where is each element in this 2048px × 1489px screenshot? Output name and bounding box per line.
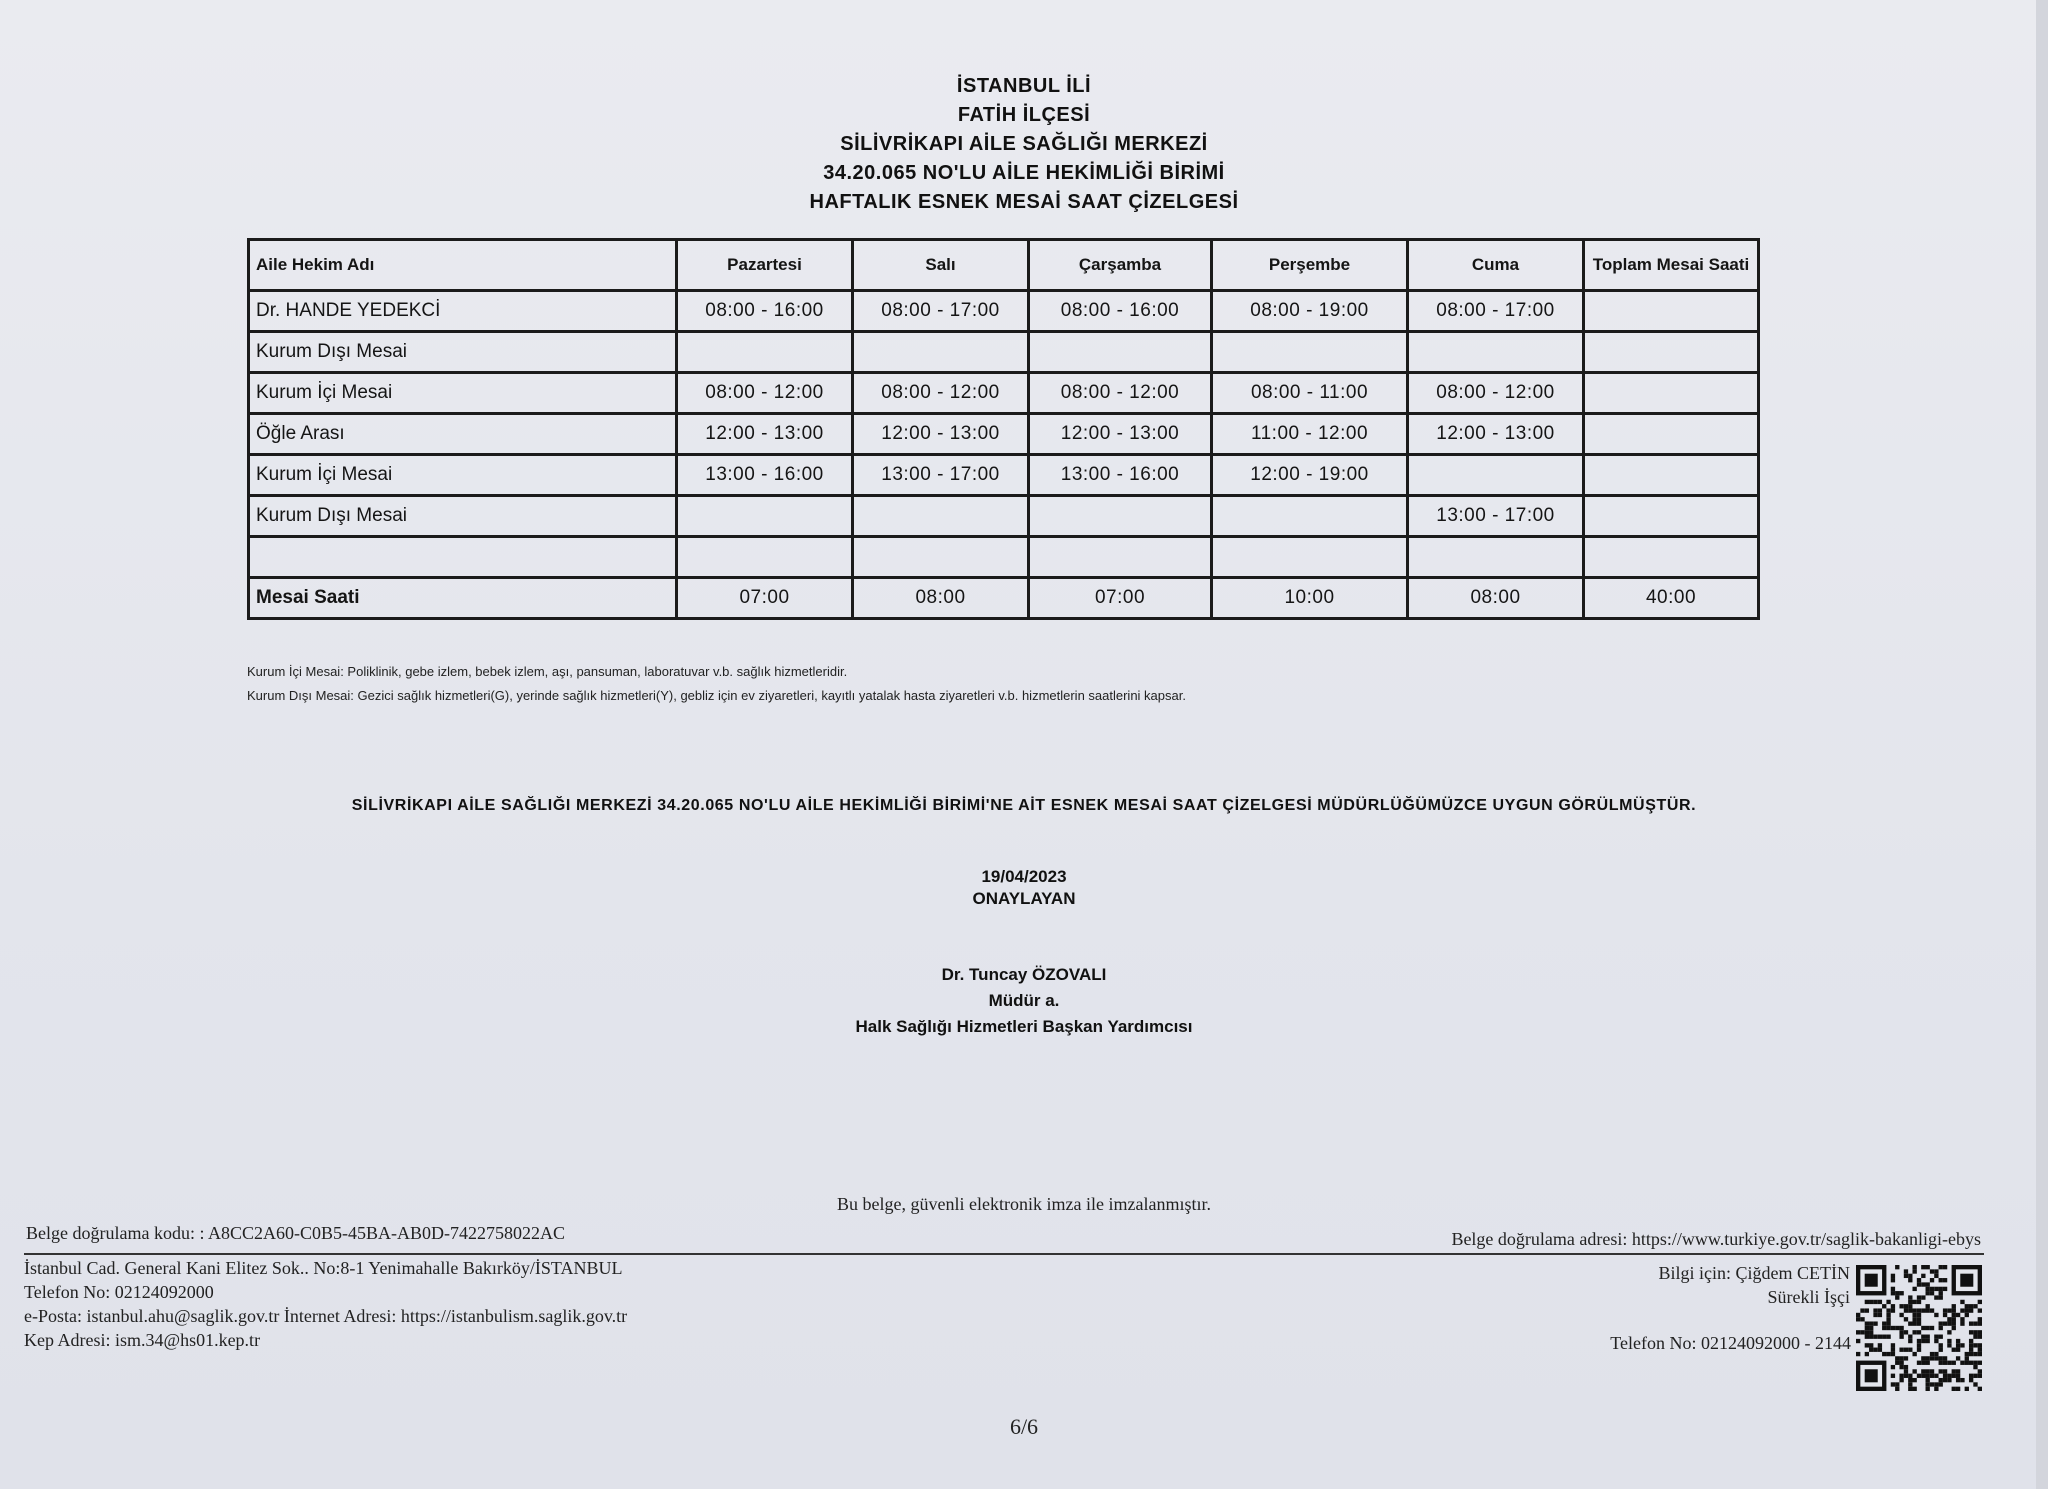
verification-code: Belge doğrulama kodu: : A8CC2A60-C0B5-45BA-AB0D-7422758022AC [26, 1223, 565, 1243]
qr-code-icon [1856, 1265, 1982, 1391]
page-edge [2036, 0, 2048, 1489]
approval-statement: SİLİVRİKAPI AİLE SAĞLIĞI MERKEZİ 34.20.065 NO'LU AİLE HEKİMLİĞİ BİRİMİ'NE AİT ESNEK MESAİ SAAT ÇİZELGESİ MÜDÜRLÜĞÜMÜZCE UYGUN GÖRÜLMÜŞTÜR. [351, 797, 1697, 814]
time-cell: 12:00 - 13:00 [1029, 414, 1212, 455]
table-row [249, 537, 1759, 578]
header-line: 34.20.065 NO'LU AİLE HEKİMLİĞİ BİRİMİ [823, 162, 1225, 184]
time-cell [1584, 332, 1759, 373]
time-cell [1584, 291, 1759, 332]
time-cell: 08:00 - 12:00 [1408, 373, 1584, 414]
time-cell [1408, 537, 1584, 578]
address-line: e-Posta: istanbul.ahu@saglik.gov.tr İnternet Adresi: https://istanbulism.saglik.gov.tr [24, 1306, 628, 1326]
column-header-text: Toplam Mesai Saati [1592, 255, 1750, 274]
time-cell [1212, 496, 1408, 537]
row-label: Kurum İçi Mesai [249, 455, 677, 496]
row-label: Dr. HANDE YEDEKCİ [249, 291, 677, 332]
footer-address [24, 1256, 627, 1352]
approval-date: 19/04/2023 [981, 867, 1067, 886]
row-label: Kurum İçi Mesai [249, 373, 677, 414]
footer-divider [24, 1253, 1984, 1255]
time-cell [1584, 414, 1759, 455]
note-line: Kurum İçi Mesai: Poliklinik, gebe izlem, bebek izlem, aşı, pansuman, laboratuvar v.b. sağlık hizmetleridir. [247, 664, 848, 679]
column-header: Pazartesi [677, 240, 853, 291]
time-cell [1408, 455, 1584, 496]
note-line: Kurum Dışı Mesai: Gezici sağlık hizmetleri(G), yerinde sağlık hizmetleri(Y), gebliz için ev ziyaretleri, kayıtlı yatalak hasta ziyaretleri v.b. hizmetlerin saatlerini kapsar. [247, 688, 1186, 703]
time-cell: 12:00 - 19:00 [1212, 455, 1408, 496]
total-cell: 10:00 [1212, 578, 1408, 619]
table-header-row [249, 240, 1759, 291]
column-header: Aile Hekim Adı [249, 240, 677, 291]
time-cell: 13:00 - 16:00 [1029, 455, 1212, 496]
row-label [249, 537, 677, 578]
time-cell [1029, 496, 1212, 537]
contact-line: Sürekli İşçi [1767, 1287, 1850, 1307]
contact-phone: Telefon No: 02124092000 - 2144 [1610, 1333, 1851, 1353]
time-cell [1212, 537, 1408, 578]
column-header: Çarşamba [1029, 240, 1212, 291]
total-cell: 08:00 [1408, 578, 1584, 619]
column-header: Cuma [1408, 240, 1584, 291]
time-cell: 13:00 - 16:00 [677, 455, 853, 496]
approval-label: ONAYLAYAN [972, 889, 1076, 908]
time-cell: 08:00 - 16:00 [677, 291, 853, 332]
time-cell [677, 332, 853, 373]
time-cell: 13:00 - 17:00 [853, 455, 1029, 496]
total-cell: 07:00 [1029, 578, 1212, 619]
time-cell [1584, 496, 1759, 537]
table-notes [247, 660, 1186, 708]
total-row [249, 578, 1759, 619]
time-cell [1029, 537, 1212, 578]
time-cell [853, 496, 1029, 537]
time-cell [677, 537, 853, 578]
table-row [249, 455, 1759, 496]
header-line: İSTANBUL İLİ [956, 75, 1092, 97]
approval-block [0, 866, 2048, 910]
table-row [249, 496, 1759, 537]
time-cell [1408, 332, 1584, 373]
table-row [249, 291, 1759, 332]
total-cell: 07:00 [677, 578, 853, 619]
time-cell [677, 496, 853, 537]
time-cell: 12:00 - 13:00 [677, 414, 853, 455]
time-cell [853, 537, 1029, 578]
time-cell [1029, 332, 1212, 373]
total-cell: 08:00 [853, 578, 1029, 619]
table-row [249, 332, 1759, 373]
column-header [1584, 240, 1759, 291]
time-cell: 08:00 - 11:00 [1212, 373, 1408, 414]
time-cell [1584, 537, 1759, 578]
time-cell: 08:00 - 17:00 [853, 291, 1029, 332]
time-cell: 12:00 - 13:00 [853, 414, 1029, 455]
signatory-block [0, 962, 2048, 1040]
time-cell: 08:00 - 12:00 [853, 373, 1029, 414]
address-line: Telefon No: 02124092000 [24, 1282, 214, 1302]
column-header: Perşembe [1212, 240, 1408, 291]
page-number: 6/6 [1009, 1414, 1039, 1439]
header-line: SİLİVRİKAPI AİLE SAĞLIĞI MERKEZİ [840, 133, 1208, 155]
signatory-name: Dr. Tuncay ÖZOVALI [941, 965, 1107, 984]
time-cell: 08:00 - 12:00 [677, 373, 853, 414]
table-row [249, 414, 1759, 455]
time-cell: 08:00 - 17:00 [1408, 291, 1584, 332]
contact-line: Bilgi için: Çiğdem CETİN [1658, 1263, 1850, 1283]
time-cell: 11:00 - 12:00 [1212, 414, 1408, 455]
time-cell: 08:00 - 19:00 [1212, 291, 1408, 332]
column-header: Salı [853, 240, 1029, 291]
esign-notice: Bu belge, güvenli elektronik imza ile imzalanmıştır. [837, 1194, 1211, 1214]
verification-address: Belge doğrulama adresi: https://www.turkiye.gov.tr/saglik-bakanligi-ebys [1451, 1229, 1981, 1249]
document-header [0, 72, 2048, 217]
header-line: HAFTALIK ESNEK MESAİ SAAT ÇİZELGESİ [809, 191, 1239, 213]
time-cell [1212, 332, 1408, 373]
time-cell [1584, 455, 1759, 496]
header-line: FATİH İLÇESİ [957, 104, 1091, 126]
address-line: Kep Adresi: ism.34@hs01.kep.tr [24, 1330, 261, 1350]
time-cell: 12:00 - 13:00 [1408, 414, 1584, 455]
time-cell: 08:00 - 12:00 [1029, 373, 1212, 414]
signatory-title: Halk Sağlığı Hizmetleri Başkan Yardımcısı [855, 1017, 1193, 1036]
row-label: Öğle Arası [249, 414, 677, 455]
row-label: Kurum Dışı Mesai [249, 332, 677, 373]
address-line: İstanbul Cad. General Kani Elitez Sok.. No:8-1 Yenimahalle Bakırköy/İSTANBUL [24, 1258, 623, 1278]
schedule-table [247, 238, 1760, 620]
row-label: Kurum Dışı Mesai [249, 496, 677, 537]
time-cell [853, 332, 1029, 373]
signatory-title: Müdür a. [988, 991, 1060, 1010]
total-cell: 40:00 [1584, 578, 1759, 619]
footer-contact [1659, 1261, 1851, 1309]
table-row [249, 373, 1759, 414]
time-cell: 08:00 - 16:00 [1029, 291, 1212, 332]
row-label: Mesai Saati [249, 578, 677, 619]
time-cell [1584, 373, 1759, 414]
time-cell: 13:00 - 17:00 [1408, 496, 1584, 537]
